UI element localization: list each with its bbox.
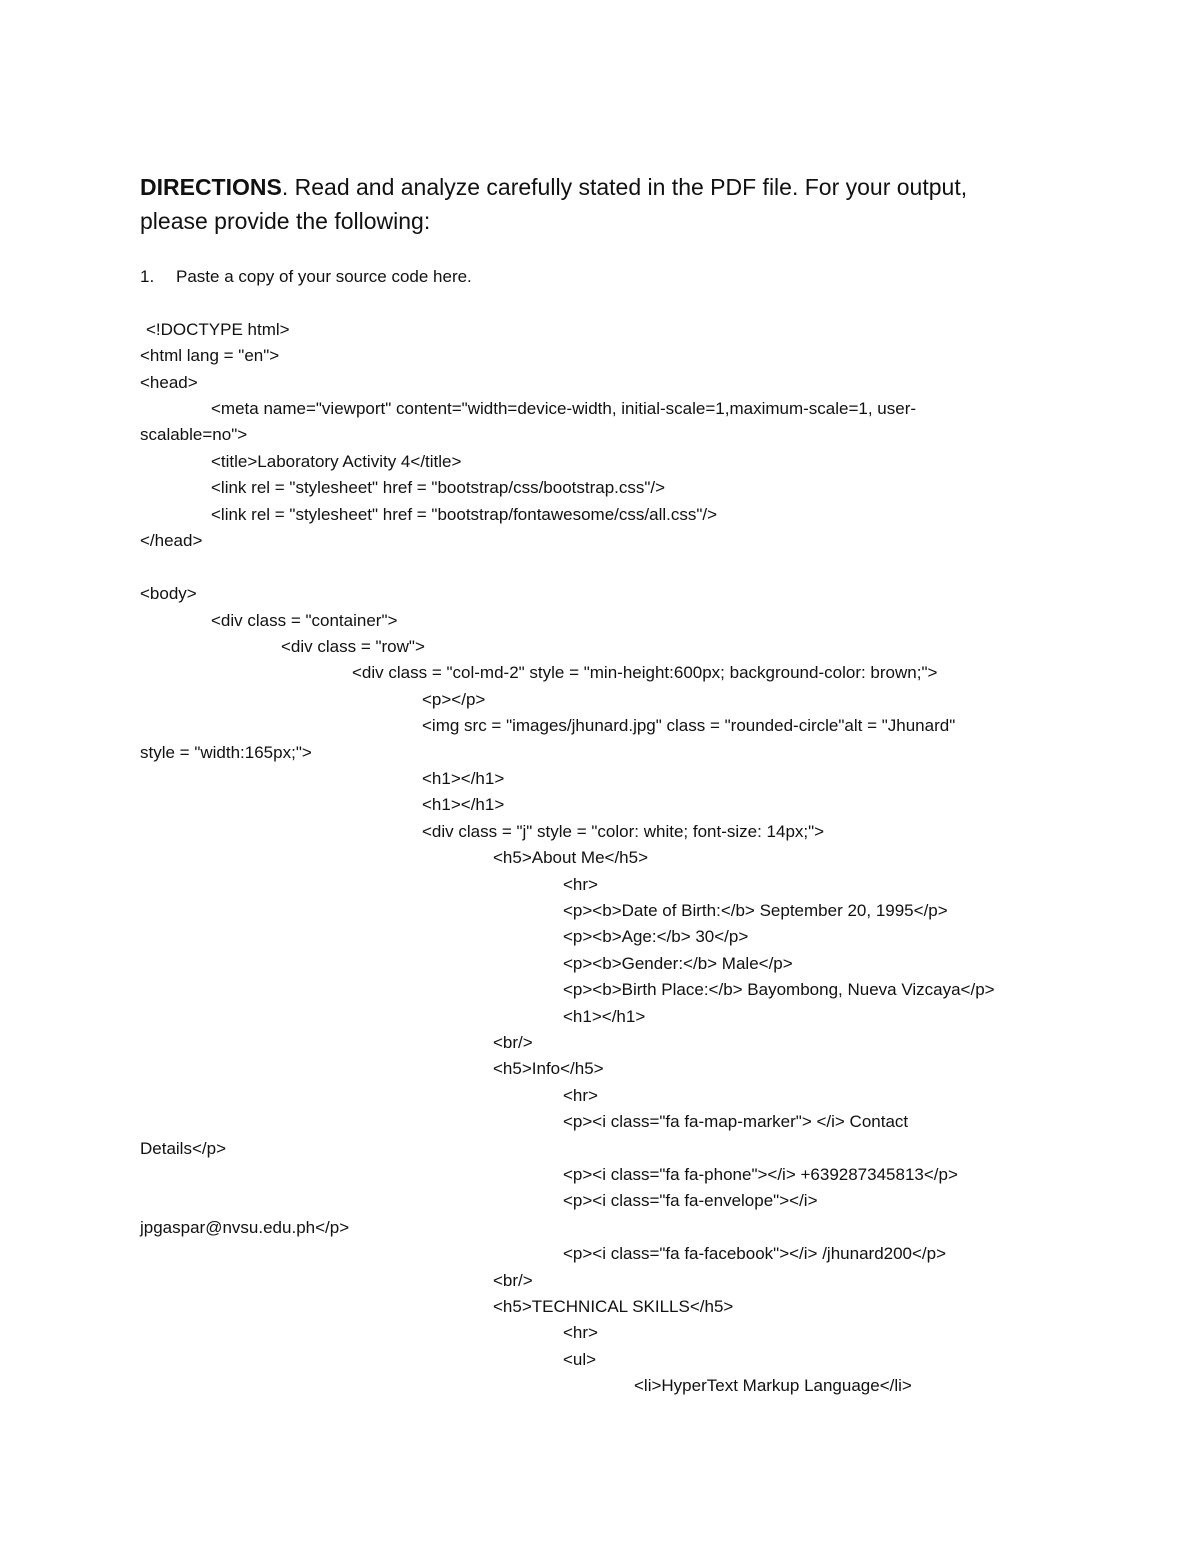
- code-line: <p><i class="fa fa-envelope"></i>: [563, 1191, 818, 1210]
- code-line: <body>: [140, 584, 197, 603]
- code-line: <head>: [140, 373, 198, 392]
- code-line: <h5>Info</h5>: [493, 1059, 604, 1078]
- code-line: <p><b>Date of Birth:</b> September 20, 1995</p>: [563, 901, 948, 920]
- code-line: <h1></h1>: [422, 769, 505, 788]
- code-line: <hr>: [563, 1323, 598, 1342]
- code-line: <h5>TECHNICAL SKILLS</h5>: [493, 1297, 734, 1316]
- code-line: <p><i class="fa fa-map-marker"> </i> Contact: [563, 1112, 909, 1131]
- code-line: <br/>: [493, 1033, 533, 1052]
- code-line: <img src = "images/jhunard.jpg" class = "rounded-circle"alt = "Jhunard": [422, 716, 956, 735]
- instruction-number: 1.: [140, 267, 155, 286]
- code-line: <div class = "container">: [211, 611, 398, 630]
- code-line: <html lang = "en">: [140, 346, 280, 365]
- code-line: <link rel = "stylesheet" href = "bootstrap/fontawesome/css/all.css"/>: [211, 505, 718, 524]
- directions-label: DIRECTIONS: [140, 174, 282, 200]
- code-line: <h1></h1>: [563, 1007, 646, 1026]
- code-line: <link rel = "stylesheet" href = "bootstrap/css/bootstrap.css"/>: [211, 478, 666, 497]
- code-line: style = "width:165px;">: [140, 743, 312, 762]
- code-line: <p><b>Age:</b> 30</p>: [563, 927, 749, 946]
- code-line: scalable=no">: [140, 425, 248, 444]
- code-line: <p><b>Birth Place:</b> Bayombong, Nueva Vizcaya</p>: [563, 980, 995, 999]
- code-line: <li>HyperText Markup Language</li>: [634, 1376, 912, 1395]
- code-line: <p><i class="fa fa-phone"></i> +639287345813</p>: [563, 1165, 958, 1184]
- instruction-item: [140, 264, 472, 290]
- code-line: Details</p>: [140, 1139, 226, 1158]
- instruction-text: Paste a copy of your source code here.: [176, 267, 472, 286]
- directions-line-1: [140, 170, 967, 204]
- code-line: <!DOCTYPE html>: [146, 320, 290, 339]
- code-line: <h1></h1>: [422, 795, 505, 814]
- directions-text: . Read and analyze carefully stated in the PDF file. For your output,: [281, 174, 968, 200]
- code-line: </head>: [140, 531, 203, 550]
- code-line: <div class = "j" style = "color: white; font-size: 14px;">: [422, 822, 825, 841]
- code-line: <hr>: [563, 1086, 598, 1105]
- code-line: <div class = "row">: [281, 637, 425, 656]
- code-line: <h5>About Me</h5>: [493, 848, 649, 867]
- directions-line-2: please provide the following:: [140, 208, 431, 234]
- code-line: jpgaspar@nvsu.edu.ph</p>: [140, 1218, 350, 1237]
- code-line: <hr>: [563, 875, 598, 894]
- code-line: <ul>: [563, 1350, 597, 1369]
- code-line: <title>Laboratory Activity 4</title>: [211, 452, 462, 471]
- code-line: <div class = "col-md-2" style = "min-height:600px; background-color: brown;">: [352, 663, 938, 682]
- code-line: <meta name="viewport" content="width=device-width, initial-scale=1,maximum-scale=1, user-: [211, 399, 917, 418]
- code-line: <p><b>Gender:</b> Male</p>: [563, 954, 793, 973]
- code-line: <p><i class="fa fa-facebook"></i> /jhunard200</p>: [563, 1244, 947, 1263]
- code-line: <p></p>: [422, 690, 486, 709]
- code-line: <br/>: [493, 1271, 533, 1290]
